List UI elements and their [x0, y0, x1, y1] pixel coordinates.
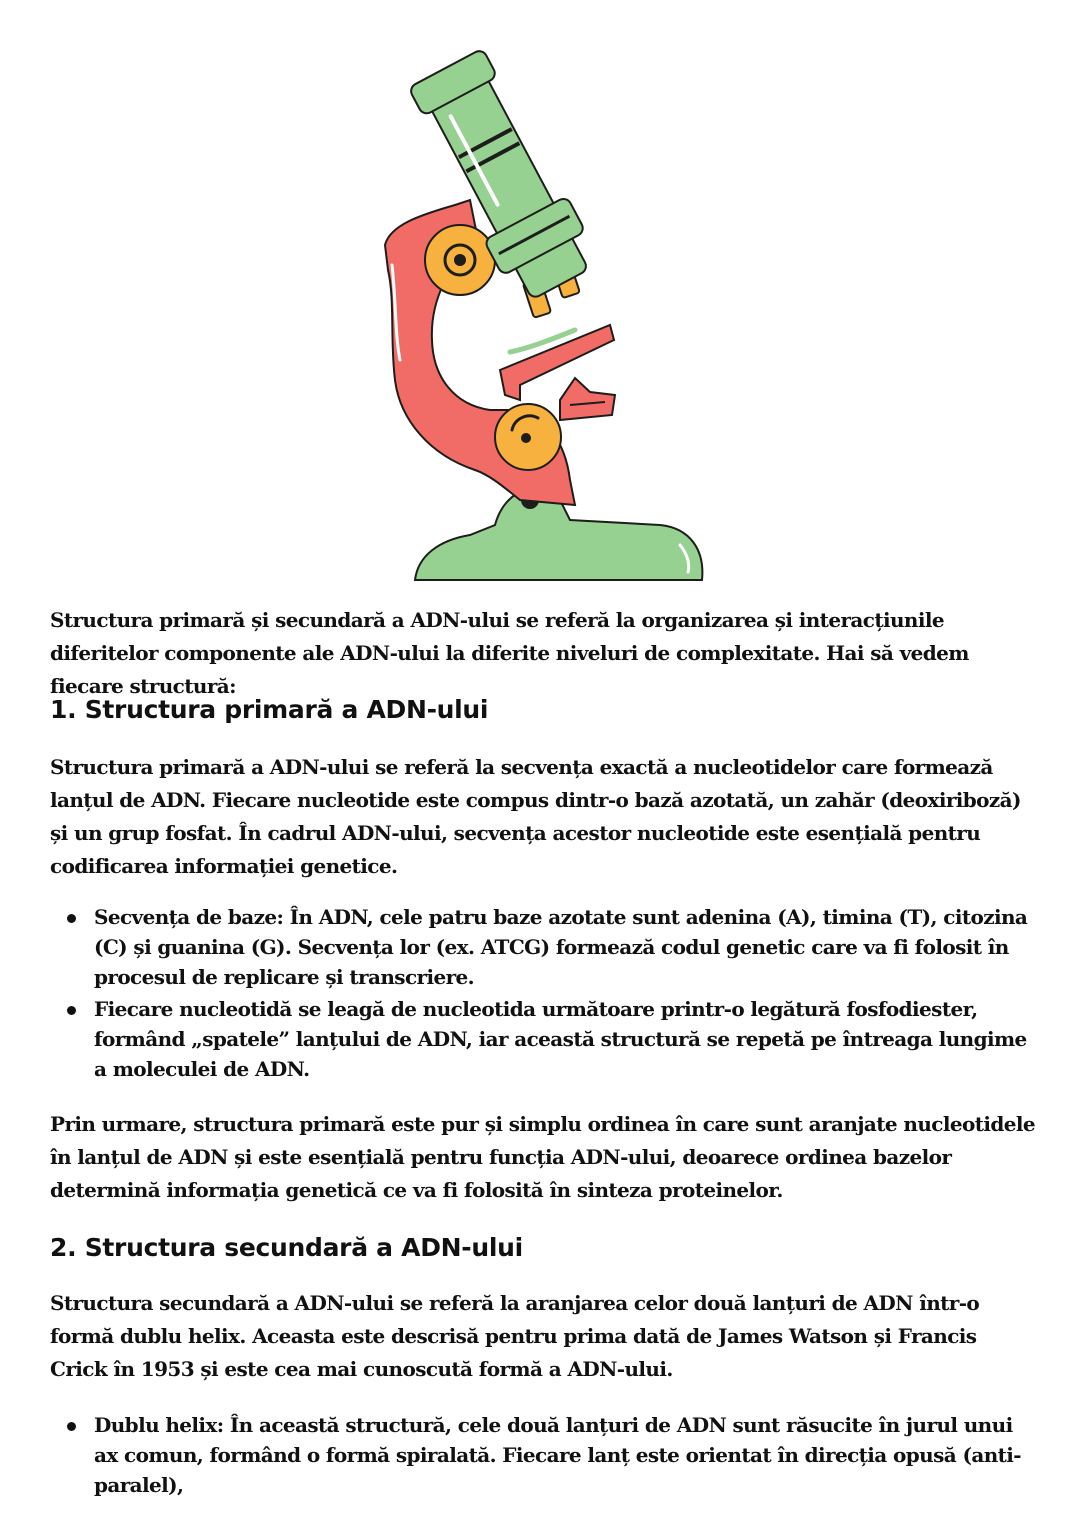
- section1-conclusion: Prin urmare, structura primară este pur și simplu ordinea în care sunt aranjate nucleotidele în lanțul de ADN și este esențială pentru funcția ADN-ului, deoarece ordinea bazelor determină informația genetică ce va fi folosită în sinteza proteinelor.: [50, 1112, 1035, 1202]
- section2-bullet-list: [50, 1410, 1035, 1500]
- section1-paragraph: Structura primară a ADN-ului se referă la secvența exactă a nucleotidelor care formează lanțul de ADN. Fiecare nucleotide este compus dintr-o bază azotată, un zahăr (deoxiriboză) și un grup fosfat. În cadrul ADN-ului, secvența acestor nucleotide este esențială pentru codificarea informației genetice.: [50, 755, 1021, 878]
- section2-heading: 2. Structura secundară a ADN-ului: [50, 1233, 523, 1262]
- section2-paragraph: Structura secundară a ADN-ului se referă la aranjarea celor două lanțuri de ADN într-o formă dublu helix. Aceasta este descrisă pentru prima dată de James Watson și Francis Crick în 1953 și este cea mai cunoscută formă a ADN-ului.: [50, 1291, 980, 1381]
- list-item: Secvența de baze: În ADN, cele patru baze azotate sunt adenina (A), timina (T), citozina (C) și guanina (G). Secvența lor (ex. ATCG) formează codul genetic care va fi folosit în procesul de replicare și transcriere.: [50, 902, 1035, 992]
- intro-paragraph: Structura primară și secundară a ADN-ului se referă la organizarea și interacțiunile diferitelor componente ale ADN-ului la diferite niveluri de complexitate. Hai să vedem fiecare structură:: [50, 608, 969, 698]
- section1-heading: 1. Structura primară a ADN-ului: [50, 695, 489, 724]
- list-item: Fiecare nucleotidă se leagă de nucleotida următoare printr-o legătură fosfodiester, formând „spatele” lanțului de ADN, iar această structură se repetă pe întreaga lungime a moleculei de ADN.: [50, 994, 1035, 1084]
- section1-bullet-list: [50, 902, 1035, 1084]
- list-item: Dublu helix: În această structură, cele două lanțuri de ADN sunt răsucite în jurul unui ax comun, formând o formă spiralată. Fiecare lanț este orientat în direcția opusă (anti-paralel),: [50, 1410, 1035, 1500]
- microscope-illustration: [370, 40, 720, 590]
